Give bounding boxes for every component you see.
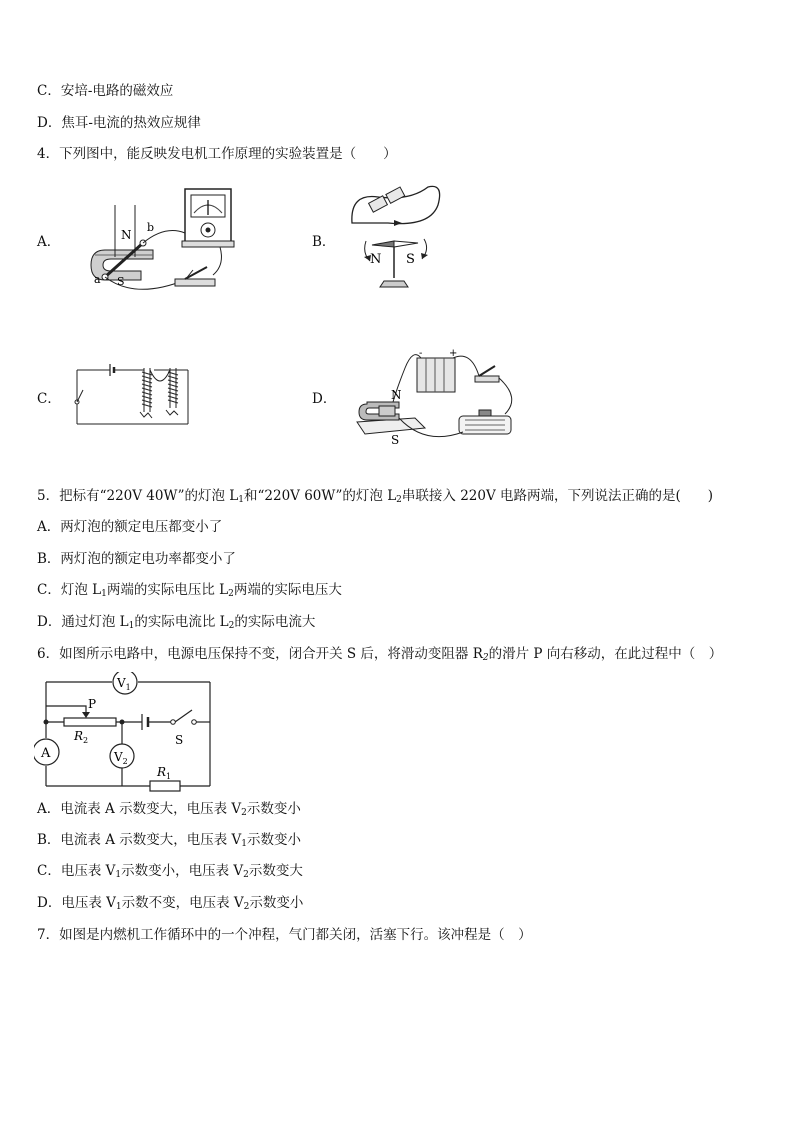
fig-a-label-a: a <box>94 273 101 286</box>
q5-stem: 5．把标有“220V 40W”的灯泡 $L_1$和“220V 60W”的灯泡 $L_2$串联接入 220V 电路两端，下列说法正确的是( ) <box>37 488 714 505</box>
q5-option-a: A．两灯泡的额定电压都变小了 <box>37 519 223 535</box>
svg-text:V2: $V_2$ <box>114 750 128 766</box>
q7-stem: 7．如图是内燃机工作循环中的一个冲程，气门都关闭，活塞下行。该冲程是（ ） <box>37 927 532 943</box>
circuit-label-r2: R <box>74 729 84 743</box>
q4-label-c: C． <box>37 391 61 407</box>
q6-option-b: B．电流表 A 示数变大，电压表 $V_1$示数变小 <box>37 832 302 849</box>
q4-label-d: D． <box>312 391 337 407</box>
q3-option-d: D．焦耳-电流的热效应规律 <box>37 115 201 131</box>
fig-d-label-minus: - <box>419 348 423 359</box>
fig-a-label-s: S <box>117 275 125 288</box>
q6-stem: 6．如图所示电路中，电源电压保持不变，闭合开关 S 后，将滑动变阻器 $R_2$的滑片 P 向右移动，在此过程中（ ） <box>37 646 723 663</box>
q5-option-d: D．通过灯泡 $L_1$的实际电流比 $L_2$的实际电流大 <box>37 614 316 631</box>
circuit-label-p: P <box>88 697 97 711</box>
svg-text:R2: $R_2$ <box>74 729 89 745</box>
q6-option-d: D．电压表 $V_1$示数不变，电压表 $V_2$示数变小 <box>37 895 304 912</box>
q3-option-c: C．安培-电路的磁效应 <box>37 83 174 99</box>
q4-label-b: B． <box>312 234 336 250</box>
q4-label-a: A． <box>37 234 61 250</box>
q4-figure-a-generator <box>75 185 237 295</box>
q4-stem: 4．下列图中，能反映发电机工作原理的实验装置是（ ） <box>37 146 397 162</box>
svg-text:R1: $R_1$ <box>157 765 172 781</box>
fig-d-label-plus: + <box>449 348 458 359</box>
circuit-label-v1: V <box>117 676 126 690</box>
circuit-label-s: S <box>175 733 184 747</box>
circuit-label-v2: V <box>114 750 123 764</box>
fig-b-label-n: N <box>370 252 382 267</box>
fig-d-label-s: S <box>391 433 400 446</box>
fig-d-label-n: N <box>391 388 402 402</box>
q5-option-c: C．灯泡 $L_1$两端的实际电压比 $L_2$两端的实际电压大 <box>37 582 342 599</box>
fig-b-label-s: S <box>406 252 415 267</box>
q4-figure-b-oersted <box>348 183 444 295</box>
q6-option-a: A．电流表 A 示数变大，电压表 $V_2$示数变小 <box>37 801 301 818</box>
q6-option-c: C．电压表 $V_1$示数变小，电压表 $V_2$示数变大 <box>37 863 303 880</box>
q4-figure-c-electromagnets <box>74 362 194 430</box>
fig-a-label-b: b <box>147 221 155 234</box>
fig-a-label-n: N <box>121 228 132 242</box>
q4-figure-d-motor <box>355 348 523 446</box>
q6-circuit-diagram <box>34 672 224 794</box>
q5-option-b: B．两灯泡的额定电功率都变小了 <box>37 551 236 567</box>
circuit-label-r1: R <box>157 765 167 779</box>
circuit-label-ammeter: A <box>41 746 51 761</box>
svg-text:V1: $V_1$ <box>117 676 131 692</box>
